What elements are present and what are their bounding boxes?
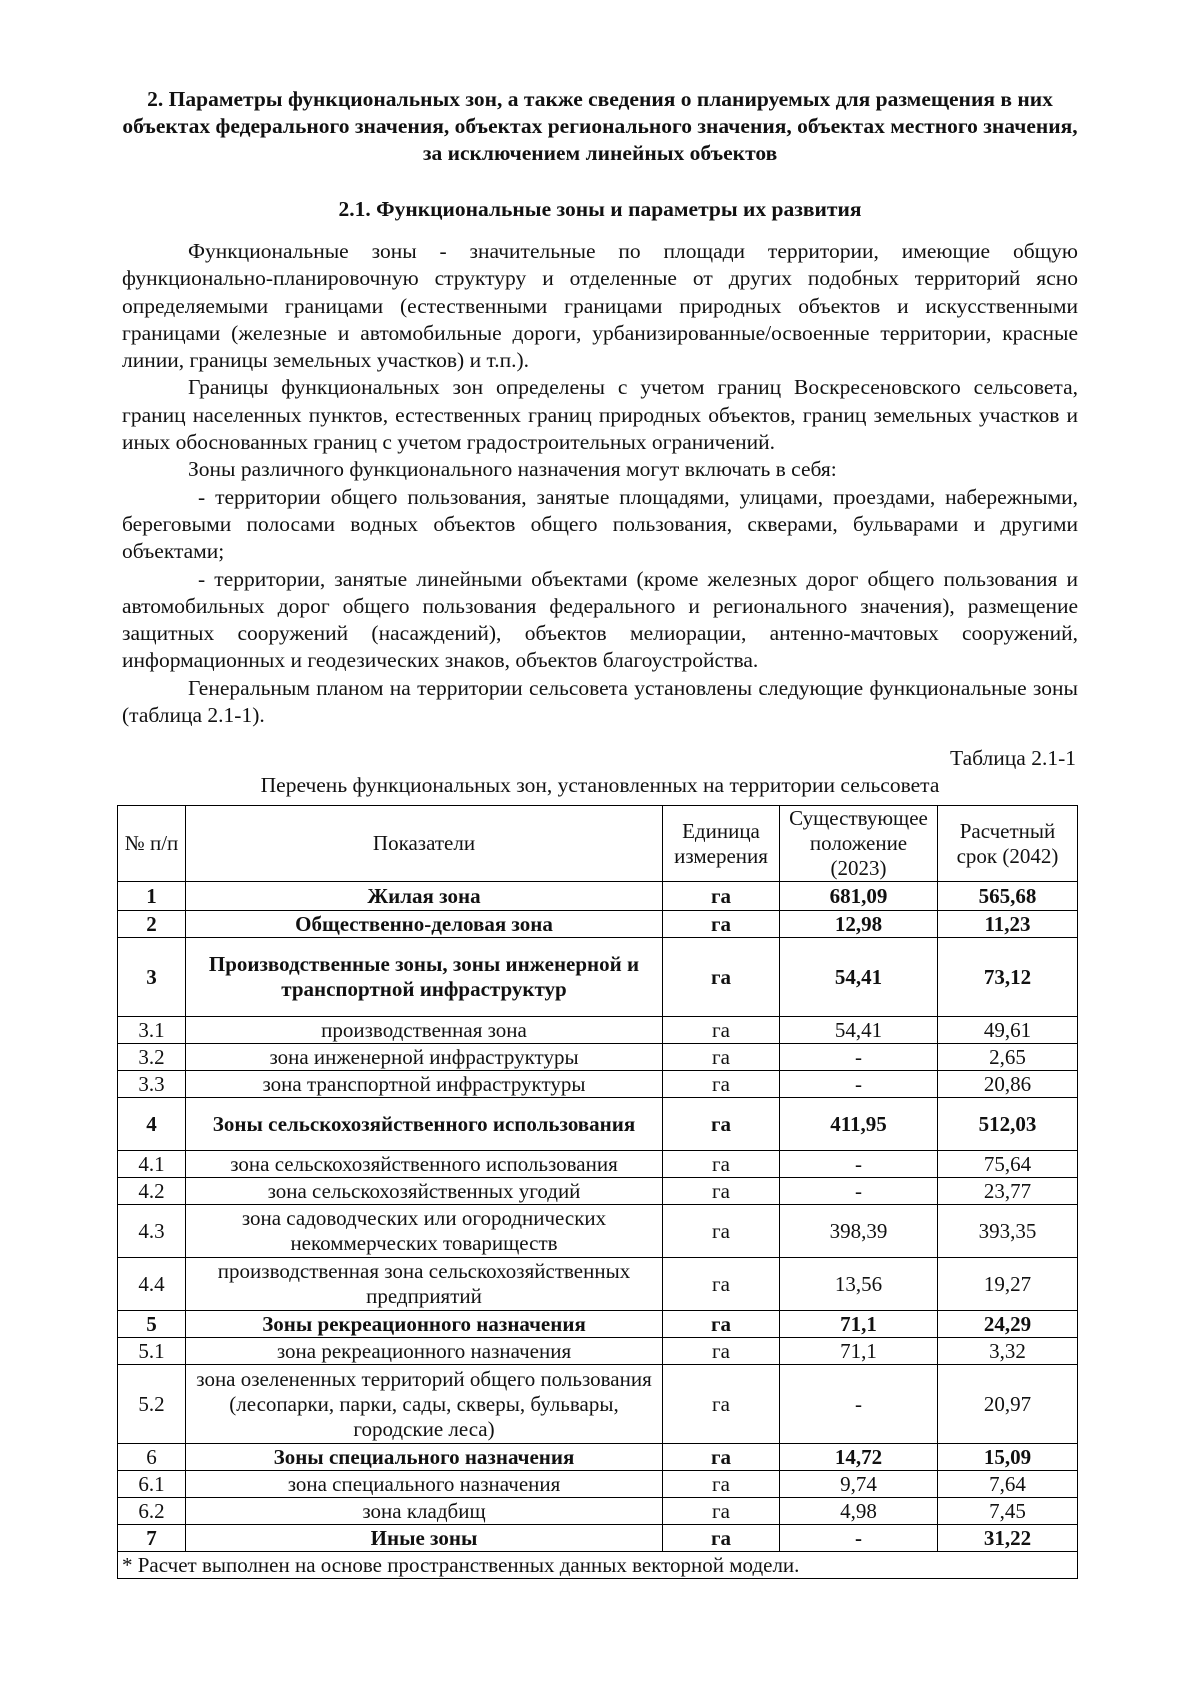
row-indicator: Иные зоны xyxy=(186,1525,663,1552)
row-planned: 23,77 xyxy=(938,1178,1078,1205)
row-indicator: зона транспортной инфраструктуры xyxy=(186,1071,663,1098)
row-existing: 398,39 xyxy=(780,1205,938,1258)
row-planned: 31,22 xyxy=(938,1525,1078,1552)
row-num: 4 xyxy=(118,1098,186,1151)
row-num: 6.1 xyxy=(118,1471,186,1498)
row-planned: 20,97 xyxy=(938,1365,1078,1444)
table-row xyxy=(118,882,1078,911)
row-indicator: Жилая зона xyxy=(186,882,663,911)
table-row xyxy=(118,1178,1078,1205)
table-number: Таблица 2.1-1 xyxy=(950,746,1076,770)
row-planned: 20,86 xyxy=(938,1071,1078,1098)
row-planned: 73,12 xyxy=(938,938,1078,1017)
row-existing: 71,1 xyxy=(780,1311,938,1338)
row-existing: 14,72 xyxy=(780,1444,938,1471)
row-existing: 411,95 xyxy=(780,1098,938,1151)
header-existing: Существующее положение (2023) xyxy=(780,806,938,882)
row-planned: 7,45 xyxy=(938,1498,1078,1525)
table-row xyxy=(118,938,1078,1017)
row-existing: 681,09 xyxy=(780,882,938,911)
paragraph: Функциональные зоны - значительные по площади территории, имеющие общую функционально-планировочную структуру и отделенные от других подобных территорий ясно определяемыми границами (естественными границами природных объектов и искусственными границами (железные и автомобильные дороги, урбанизированные/освоенные территории, красные линии, границы земельных участков) и т.п.). xyxy=(122,239,1078,373)
row-num: 5.2 xyxy=(118,1365,186,1444)
header-unit: Единица измерения xyxy=(663,806,780,882)
row-unit: га xyxy=(663,1178,780,1205)
row-num: 5 xyxy=(118,1311,186,1338)
paragraph: Зоны различного функционального назначения могут включать в себя: xyxy=(188,457,837,482)
row-indicator: зона инженерной инфраструктуры xyxy=(186,1044,663,1071)
row-num: 1 xyxy=(118,882,186,911)
row-planned: 3,32 xyxy=(938,1338,1078,1365)
row-num: 3.1 xyxy=(118,1017,186,1044)
row-existing: 71,1 xyxy=(780,1338,938,1365)
row-indicator: зона садоводческих или огороднических некоммерческих товариществ xyxy=(186,1205,663,1258)
row-indicator: Производственные зоны, зоны инженерной и транспортной инфраструктур xyxy=(186,938,663,1017)
row-num: 3.3 xyxy=(118,1071,186,1098)
table-row xyxy=(118,1017,1078,1044)
row-unit: га xyxy=(663,1151,780,1178)
row-unit: га xyxy=(663,1044,780,1071)
row-unit: га xyxy=(663,1365,780,1444)
paragraph: - территории, занятые линейными объектами (кроме железных дорог общего пользования и автомобильных дорог общего пользования федерального и регионального значения), размещение защитных сооружений (насаждений), объектов мелиорации, антенно-мачтовых сооружений, информационных и геодезических знаков, объектов благоустройства. xyxy=(122,566,1078,673)
row-indicator: зона специального назначения xyxy=(186,1471,663,1498)
header-planned: Расчетный срок (2042) xyxy=(938,806,1078,882)
row-num: 3.2 xyxy=(118,1044,186,1071)
row-existing: 13,56 xyxy=(780,1258,938,1311)
table-row xyxy=(118,911,1078,938)
row-unit: га xyxy=(663,1498,780,1525)
row-num: 4.1 xyxy=(118,1151,186,1178)
table-title: Перечень функциональных зон, установленных на территории сельсовета xyxy=(260,773,940,797)
paragraph: - территории общего пользования, занятые площадями, улицами, проездами, набережными, береговыми полосами водных объектов общего пользования, скверами, бульварами и другими объектами; xyxy=(122,484,1078,564)
section-heading: 2. Параметры функциональных зон, а также сведения о планируемых для размещения в них объектах федерального значения, объектах регионального значения, объектах местного значения, за исключением линейных объектов xyxy=(122,87,1078,165)
row-unit: га xyxy=(663,1098,780,1151)
row-existing: - xyxy=(780,1151,938,1178)
row-existing: 54,41 xyxy=(780,1017,938,1044)
table-row xyxy=(118,1365,1078,1444)
header-indicator: Показатели xyxy=(186,806,663,882)
row-indicator: зона сельскохозяйственного использования xyxy=(186,1151,663,1178)
table-row xyxy=(118,1525,1078,1552)
row-indicator: Зоны рекреационного назначения xyxy=(186,1311,663,1338)
row-unit: га xyxy=(663,1258,780,1311)
table-row xyxy=(118,1098,1078,1151)
row-num: 3 xyxy=(118,938,186,1017)
row-indicator: зона озелененных территорий общего пользования (лесопарки, парки, сады, скверы, бульвары, городские леса) xyxy=(186,1365,663,1444)
row-indicator: производственная зона xyxy=(186,1017,663,1044)
row-unit: га xyxy=(663,911,780,938)
row-indicator: зона кладбищ xyxy=(186,1498,663,1525)
row-existing: - xyxy=(780,1071,938,1098)
table-row xyxy=(118,1444,1078,1471)
table-row xyxy=(118,1471,1078,1498)
paragraph: Генеральным планом на территории сельсовета установлены следующие функциональные зоны (таблица 2.1-1). xyxy=(122,675,1078,728)
table-row xyxy=(118,1071,1078,1098)
table-footnote-row xyxy=(118,1552,1078,1579)
table-row xyxy=(118,1258,1078,1311)
row-existing: 4,98 xyxy=(780,1498,938,1525)
table-row xyxy=(118,1498,1078,1525)
row-existing: - xyxy=(780,1365,938,1444)
row-num: 4.4 xyxy=(118,1258,186,1311)
row-planned: 7,64 xyxy=(938,1471,1078,1498)
row-unit: га xyxy=(663,938,780,1017)
row-num: 6.2 xyxy=(118,1498,186,1525)
row-planned: 24,29 xyxy=(938,1311,1078,1338)
row-indicator: Зоны сельскохозяйственного использования xyxy=(186,1098,663,1151)
row-unit: га xyxy=(663,1338,780,1365)
row-planned: 75,64 xyxy=(938,1151,1078,1178)
row-existing: - xyxy=(780,1525,938,1552)
row-planned: 512,03 xyxy=(938,1098,1078,1151)
row-planned: 19,27 xyxy=(938,1258,1078,1311)
paragraph: Границы функциональных зон определены с учетом границ Воскресеновского сельсовета, границ населенных пунктов, естественных границ природных объектов, границ земельных участков и иных обоснованных границ с учетом градостроительных ограничений. xyxy=(122,375,1078,455)
row-planned: 2,65 xyxy=(938,1044,1078,1071)
header-num: № п/п xyxy=(118,806,186,882)
row-planned: 565,68 xyxy=(938,882,1078,911)
row-num: 4.2 xyxy=(118,1178,186,1205)
body-text xyxy=(122,238,1078,729)
subsection-heading: 2.1. Функциональные зоны и параметры их развития xyxy=(338,197,862,221)
row-existing: - xyxy=(780,1044,938,1071)
row-num: 5.1 xyxy=(118,1338,186,1365)
row-unit: га xyxy=(663,882,780,911)
table-footnote: * Расчет выполнен на основе пространственных данных векторной модели. xyxy=(118,1552,1078,1579)
table-row xyxy=(118,1151,1078,1178)
row-num: 7 xyxy=(118,1525,186,1552)
row-existing: 54,41 xyxy=(780,938,938,1017)
table-row xyxy=(118,1338,1078,1365)
row-num: 4.3 xyxy=(118,1205,186,1258)
row-planned: 11,23 xyxy=(938,911,1078,938)
table-header-row xyxy=(118,806,1078,882)
row-planned: 15,09 xyxy=(938,1444,1078,1471)
row-unit: га xyxy=(663,1205,780,1258)
row-num: 2 xyxy=(118,911,186,938)
row-unit: га xyxy=(663,1017,780,1044)
row-planned: 49,61 xyxy=(938,1017,1078,1044)
row-indicator: Зоны специального назначения xyxy=(186,1444,663,1471)
table-row xyxy=(118,1044,1078,1071)
table-row xyxy=(118,1205,1078,1258)
table-row xyxy=(118,1311,1078,1338)
row-unit: га xyxy=(663,1525,780,1552)
row-indicator: Общественно-деловая зона xyxy=(186,911,663,938)
zones-table xyxy=(117,805,1078,1579)
row-unit: га xyxy=(663,1444,780,1471)
row-indicator: зона рекреационного назначения xyxy=(186,1338,663,1365)
row-existing: 9,74 xyxy=(780,1471,938,1498)
row-existing: 12,98 xyxy=(780,911,938,938)
row-existing: - xyxy=(780,1178,938,1205)
row-unit: га xyxy=(663,1311,780,1338)
row-indicator: зона сельскохозяйственных угодий xyxy=(186,1178,663,1205)
row-indicator: производственная зона сельскохозяйственных предприятий xyxy=(186,1258,663,1311)
row-unit: га xyxy=(663,1471,780,1498)
row-planned: 393,35 xyxy=(938,1205,1078,1258)
row-num: 6 xyxy=(118,1444,186,1471)
row-unit: га xyxy=(663,1071,780,1098)
